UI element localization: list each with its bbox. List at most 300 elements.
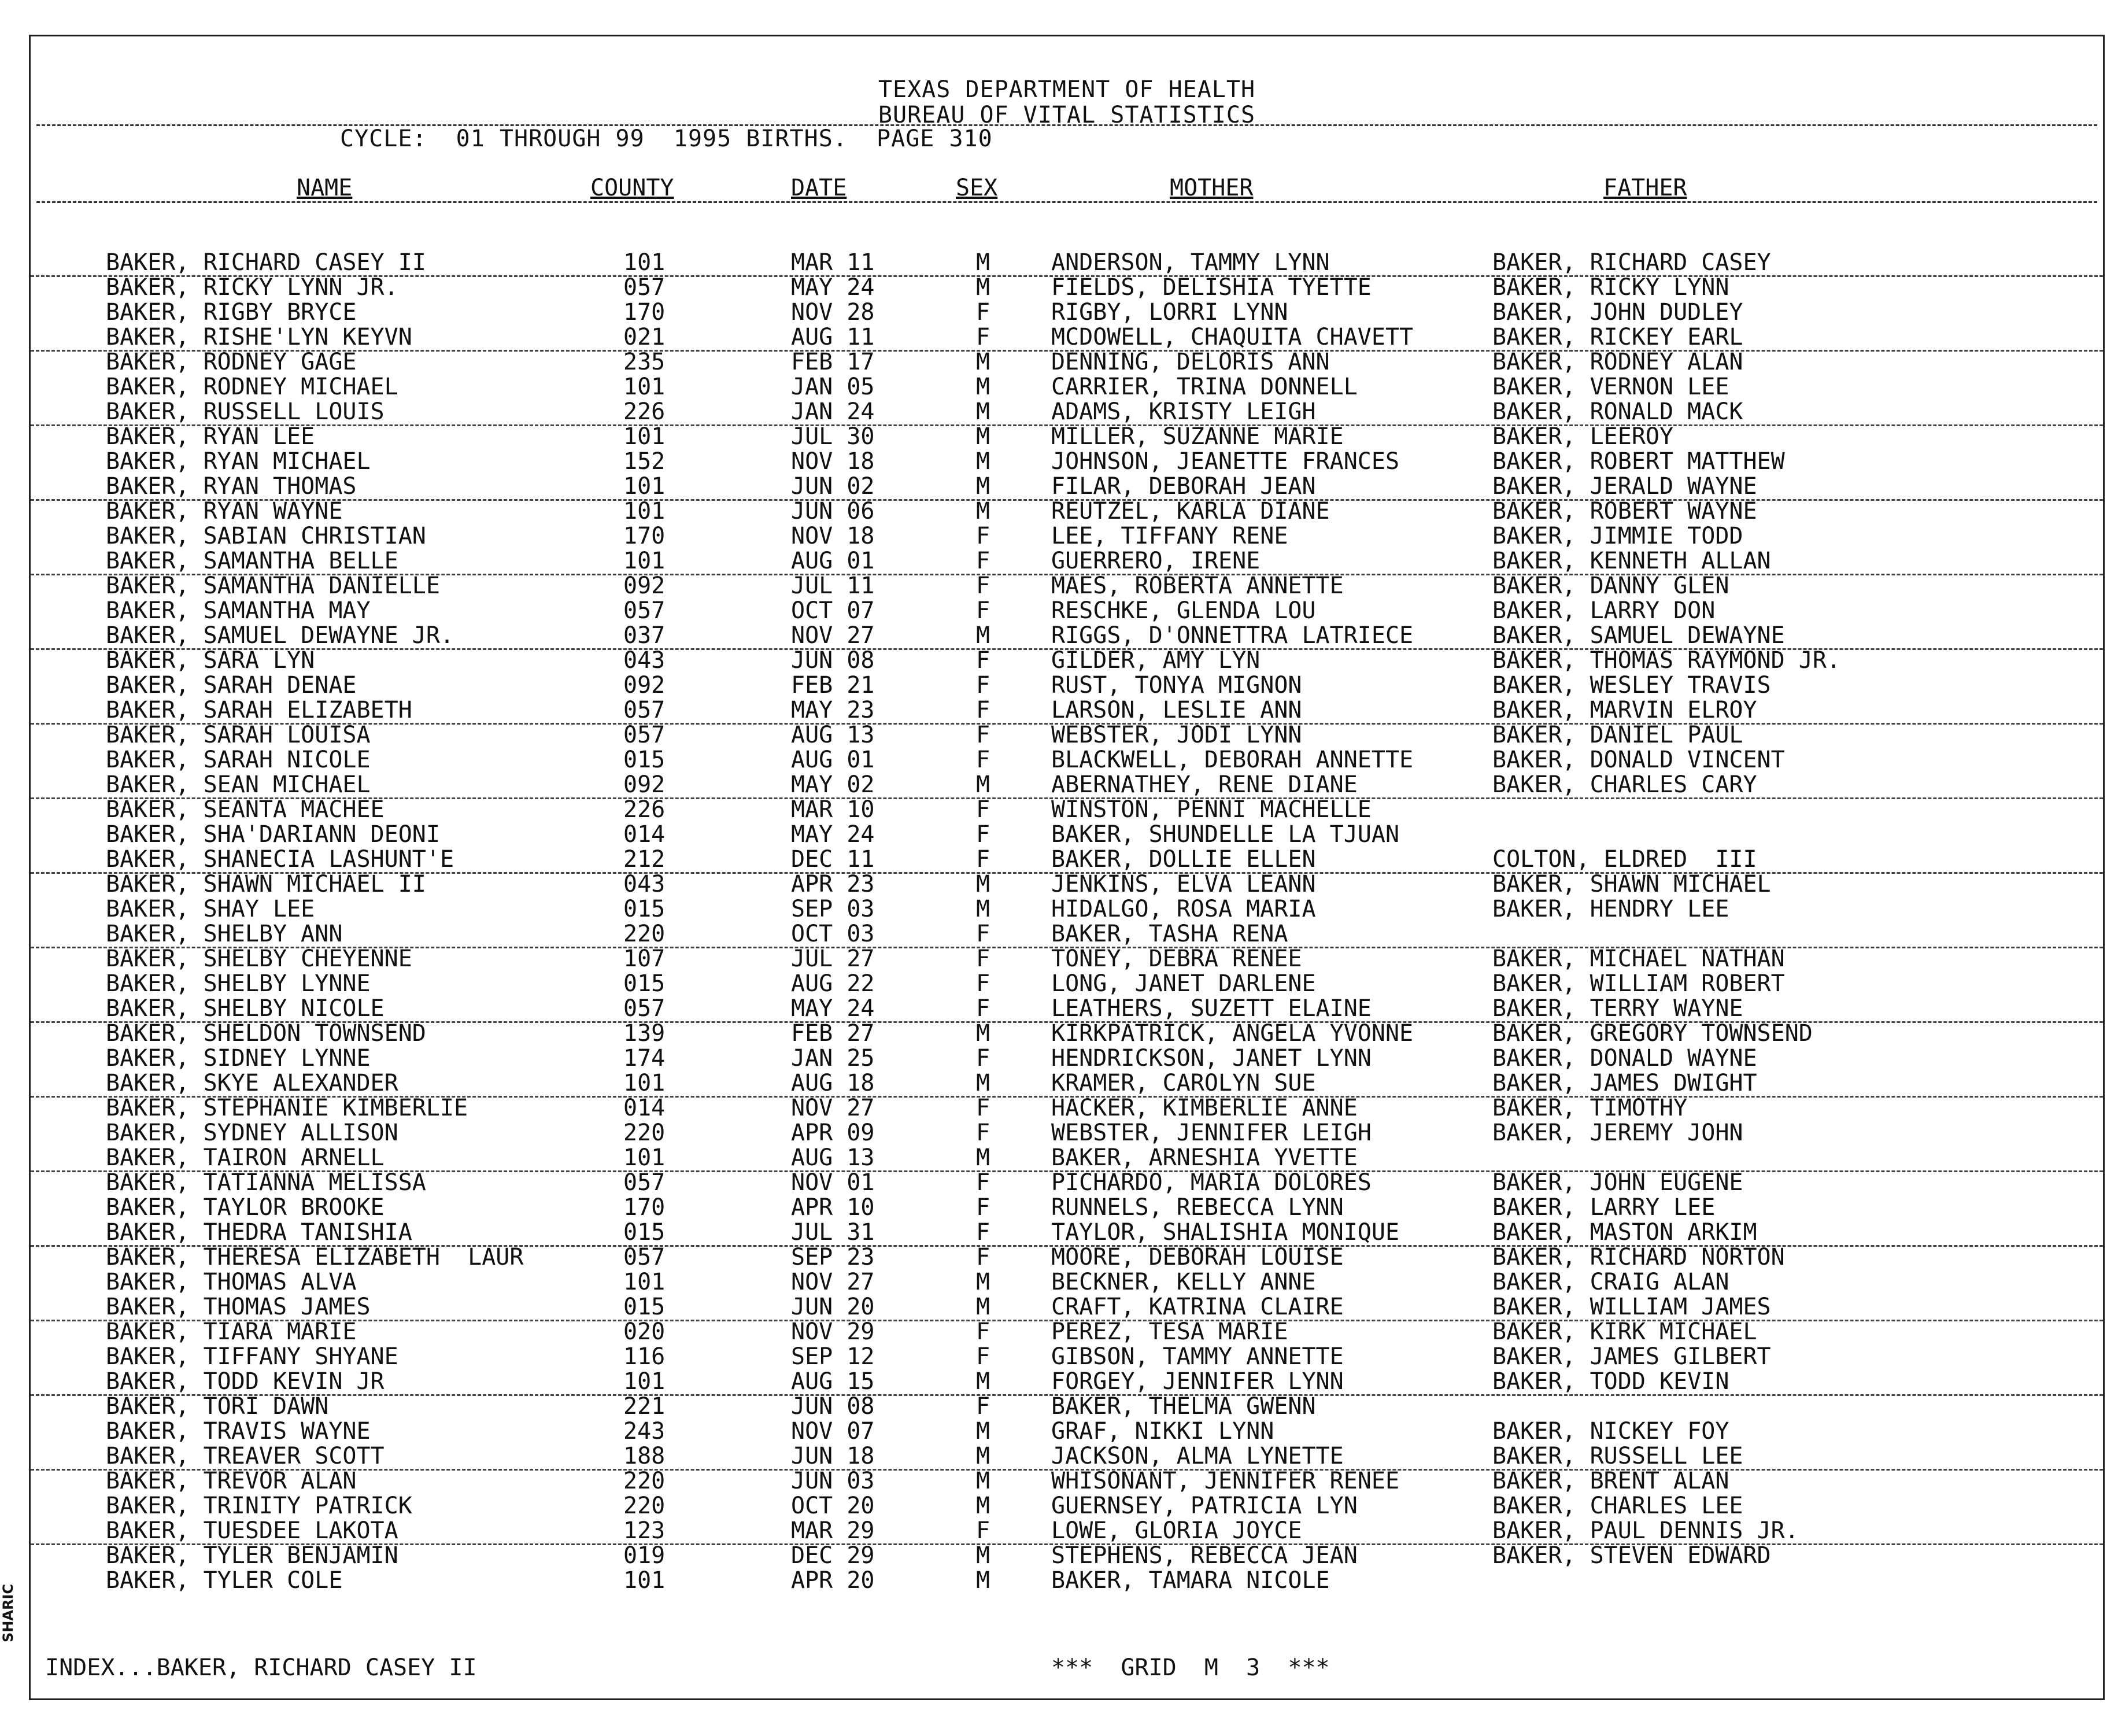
- cell-sex: F: [976, 995, 990, 1022]
- cell-mother: GRAF, NIKKI LYNN: [1051, 1418, 1274, 1445]
- column-header-name: NAME: [297, 175, 353, 201]
- cell-mother: LARSON, LESLIE ANN: [1051, 697, 1302, 723]
- cell-name: BAKER, SAMANTHA DANIELLE: [106, 572, 440, 599]
- cell-county: 015: [623, 970, 666, 997]
- agency-title: TEXAS DEPARTMENT OF HEALTH: [878, 76, 1256, 103]
- grid-footer: *** GRID M 3 ***: [1051, 1654, 1330, 1681]
- cell-mother: RUNNELS, REBECCA LYNN: [1051, 1194, 1344, 1221]
- cell-father: BAKER, RICHARD CASEY: [1492, 249, 1771, 276]
- column-header-rule: [36, 201, 2097, 203]
- column-header-sex: SEX: [956, 175, 998, 201]
- cell-sex: M: [976, 1542, 990, 1569]
- cell-mother: RIGGS, D'ONNETTRA LATRIECE: [1051, 622, 1414, 649]
- cell-mother: ANDERSON, TAMMY LYNN: [1051, 249, 1330, 276]
- cell-name: BAKER, THERESA ELIZABETH LAUR: [106, 1244, 524, 1270]
- cell-date: NOV 27: [791, 1269, 875, 1295]
- table-row: [31, 773, 2103, 799]
- cell-date: JAN 05: [791, 374, 875, 400]
- cell-sex: M: [976, 1144, 990, 1171]
- cell-county: 212: [623, 846, 666, 873]
- cell-father: BAKER, CHARLES CARY: [1492, 771, 1757, 798]
- cell-name: BAKER, TORI DAWN: [106, 1393, 329, 1420]
- table-row: [31, 1195, 2103, 1220]
- table-row: [31, 797, 2103, 822]
- cell-name: BAKER, RYAN LEE: [106, 423, 315, 450]
- cell-father: BAKER, JEREMY JOHN: [1492, 1120, 1743, 1146]
- cell-date: MAY 23: [791, 697, 875, 723]
- cell-county: 014: [623, 821, 666, 848]
- cell-county: 057: [623, 1244, 666, 1270]
- cell-county: 043: [623, 871, 666, 897]
- cell-father: BAKER, BRENT ALAN: [1492, 1468, 1729, 1494]
- cell-date: SEP 12: [791, 1343, 875, 1370]
- table-row: [31, 1419, 2103, 1444]
- cell-mother: JOHNSON, JEANETTE FRANCES: [1051, 448, 1400, 475]
- table-row: [31, 723, 2103, 748]
- cell-sex: F: [976, 523, 990, 549]
- table-row: [31, 1519, 2103, 1545]
- table-row: [31, 623, 2103, 650]
- cell-date: MAY 24: [791, 995, 875, 1022]
- cell-date: JUL 27: [791, 945, 875, 972]
- cell-sex: M: [976, 1294, 990, 1320]
- cell-name: BAKER, TREVOR ALAN: [106, 1468, 357, 1494]
- cell-mother: DENNING, DELORIS ANN: [1051, 349, 1330, 375]
- cell-father: BAKER, PAUL DENNIS JR.: [1492, 1517, 1799, 1544]
- table-row: [31, 424, 2103, 449]
- cell-father: BAKER, MASTON ARKIM: [1492, 1219, 1757, 1246]
- cell-sex: F: [976, 1045, 990, 1072]
- cell-name: BAKER, TRINITY PATRICK: [106, 1493, 412, 1519]
- cell-name: BAKER, SHELBY ANN: [106, 921, 343, 947]
- table-row: [31, 1245, 2103, 1270]
- table-row: [31, 1394, 2103, 1419]
- cell-county: 220: [623, 921, 666, 947]
- cell-mother: GIBSON, TAMMY ANNETTE: [1051, 1343, 1344, 1370]
- cell-county: 220: [623, 1120, 666, 1146]
- cell-county: 015: [623, 747, 666, 773]
- cell-father: BAKER, MARVIN ELROY: [1492, 697, 1757, 723]
- table-row: [31, 1220, 2103, 1247]
- cell-county: 101: [623, 1070, 666, 1096]
- cell-mother: MILLER, SUZANNE MARIE: [1051, 423, 1344, 450]
- cell-sex: F: [976, 846, 990, 873]
- cell-date: MAY 02: [791, 771, 875, 798]
- cell-county: 188: [623, 1443, 666, 1469]
- cell-mother: FORGEY, JENNIFER LYNN: [1051, 1368, 1344, 1395]
- table-row: [31, 822, 2103, 847]
- cell-name: BAKER, SARA LYN: [106, 647, 315, 674]
- cell-county: 101: [623, 423, 666, 450]
- cell-sex: F: [976, 1095, 990, 1121]
- cell-date: AUG 01: [791, 548, 875, 574]
- table-row: [31, 698, 2103, 725]
- cell-mother: KRAMER, CAROLYN SUE: [1051, 1070, 1316, 1096]
- cell-county: 021: [623, 324, 666, 350]
- cell-county: 226: [623, 398, 666, 425]
- cell-name: BAKER, SIDNEY LYNNE: [106, 1045, 371, 1072]
- cell-mother: ABERNATHEY, RENE DIANE: [1051, 771, 1358, 798]
- cell-date: NOV 27: [791, 1095, 875, 1121]
- cell-mother: BAKER, THELMA GWENN: [1051, 1393, 1316, 1420]
- cell-date: OCT 03: [791, 921, 875, 947]
- column-header-date: DATE: [791, 175, 847, 201]
- cell-sex: M: [976, 771, 990, 798]
- cell-name: BAKER, RYAN MICHAEL: [106, 448, 371, 475]
- cell-mother: LOWE, GLORIA JOYCE: [1051, 1517, 1302, 1544]
- cell-date: AUG 18: [791, 1070, 875, 1096]
- cell-date: JUL 30: [791, 423, 875, 450]
- table-row: [31, 1146, 2103, 1172]
- cell-father: BAKER, JOHN DUDLEY: [1492, 299, 1743, 326]
- table-row: [31, 1444, 2103, 1471]
- cell-date: NOV 18: [791, 523, 875, 549]
- table-row: [31, 947, 2103, 972]
- cell-mother: TAYLOR, SHALISHIA MONIQUE: [1051, 1219, 1400, 1246]
- table-row: [31, 549, 2103, 575]
- cell-father: BAKER, TERRY WAYNE: [1492, 995, 1743, 1022]
- table-row: [31, 250, 2103, 277]
- cell-county: 057: [623, 697, 666, 723]
- cell-father: BAKER, RONALD MACK: [1492, 398, 1743, 425]
- table-row: [31, 1270, 2103, 1295]
- cell-county: 057: [623, 597, 666, 624]
- cell-mother: TONEY, DEBRA RENEE: [1051, 945, 1302, 972]
- cell-date: JUL 11: [791, 572, 875, 599]
- cell-date: JUN 06: [791, 498, 875, 525]
- cell-date: FEB 17: [791, 349, 875, 375]
- cell-county: 101: [623, 548, 666, 574]
- cell-mother: PICHARDO, MARIA DOLORES: [1051, 1169, 1372, 1196]
- cell-father: BAKER, NICKEY FOY: [1492, 1418, 1729, 1445]
- table-row: [31, 1295, 2103, 1321]
- cell-mother: GUERNSEY, PATRICIA LYN: [1051, 1493, 1358, 1519]
- table-row: [31, 350, 2103, 375]
- cell-name: BAKER, SHELDON TOWNSEND: [106, 1020, 426, 1047]
- cell-mother: PEREZ, TESA MARIE: [1051, 1318, 1288, 1345]
- cell-name: BAKER, THEDRA TANISHIA: [106, 1219, 412, 1246]
- cell-date: NOV 28: [791, 299, 875, 326]
- cell-mother: RESCHKE, GLENDA LOU: [1051, 597, 1316, 624]
- cell-mother: WHISONANT, JENNIFER RENEE: [1051, 1468, 1400, 1494]
- cell-county: 015: [623, 896, 666, 922]
- cell-sex: M: [976, 1443, 990, 1469]
- cell-mother: BAKER, TASHA RENA: [1051, 921, 1288, 947]
- cell-date: MAR 29: [791, 1517, 875, 1544]
- index-footer: INDEX...BAKER, RICHARD CASEY II: [45, 1654, 477, 1681]
- cell-sex: F: [976, 1244, 990, 1270]
- table-row: [31, 1320, 2103, 1345]
- cell-mother: LEE, TIFFANY RENE: [1051, 523, 1288, 549]
- cell-date: AUG 22: [791, 970, 875, 997]
- cell-county: 170: [623, 523, 666, 549]
- cell-county: 226: [623, 796, 666, 823]
- cell-mother: BAKER, SHUNDELLE LA TJUAN: [1051, 821, 1400, 848]
- cell-father: BAKER, ROBERT WAYNE: [1492, 498, 1757, 525]
- cell-county: 243: [623, 1418, 666, 1445]
- cell-name: BAKER, SARAH NICOLE: [106, 747, 371, 773]
- cell-name: BAKER, SYDNEY ALLISON: [106, 1120, 398, 1146]
- cell-father: BAKER, LEEROY: [1492, 423, 1674, 450]
- cell-date: JUN 08: [791, 1393, 875, 1420]
- cell-county: 235: [623, 349, 666, 375]
- cell-father: BAKER, JAMES DWIGHT: [1492, 1070, 1757, 1096]
- bureau-title: BUREAU OF VITAL STATISTICS: [878, 102, 1256, 128]
- cell-county: 037: [623, 622, 666, 649]
- table-row: [31, 922, 2103, 948]
- table-row: [31, 375, 2103, 400]
- cell-name: BAKER, TODD KEVIN JR: [106, 1368, 385, 1395]
- table-row: [31, 872, 2103, 897]
- cell-sex: F: [976, 1120, 990, 1146]
- cell-county: 092: [623, 771, 666, 798]
- cell-county: 221: [623, 1393, 666, 1420]
- cell-sex: F: [976, 747, 990, 773]
- cell-date: OCT 20: [791, 1493, 875, 1519]
- cell-sex: F: [976, 1517, 990, 1544]
- cell-sex: F: [976, 970, 990, 997]
- cell-county: 101: [623, 1269, 666, 1295]
- cell-date: JUN 18: [791, 1443, 875, 1469]
- cell-county: 057: [623, 1169, 666, 1196]
- cell-father: BAKER, WILLIAM JAMES: [1492, 1294, 1771, 1320]
- column-header-father: FATHER: [1603, 175, 1687, 201]
- cell-name: BAKER, SAMANTHA MAY: [106, 597, 371, 624]
- cell-mother: WEBSTER, JODI LYNN: [1051, 722, 1302, 748]
- table-row: [31, 1021, 2103, 1046]
- cell-date: SEP 23: [791, 1244, 875, 1270]
- cell-name: BAKER, RICHARD CASEY II: [106, 249, 426, 276]
- cell-father: BAKER, LARRY LEE: [1492, 1194, 1716, 1221]
- cell-father: BAKER, DONALD WAYNE: [1492, 1045, 1757, 1072]
- cell-father: BAKER, DONALD VINCENT: [1492, 747, 1785, 773]
- cell-date: NOV 18: [791, 448, 875, 475]
- cell-county: 170: [623, 299, 666, 326]
- cell-mother: BAKER, DOLLIE ELLEN: [1051, 846, 1316, 873]
- cell-name: BAKER, THOMAS JAMES: [106, 1294, 371, 1320]
- table-row: [31, 1494, 2103, 1519]
- table-row: [31, 499, 2103, 524]
- cell-father: BAKER, VERNON LEE: [1492, 374, 1729, 400]
- cell-sex: M: [976, 1368, 990, 1395]
- cell-father: BAKER, RICKY LYNN: [1492, 274, 1729, 301]
- cell-father: BAKER, JIMMIE TODD: [1492, 523, 1743, 549]
- table-row: [31, 972, 2103, 996]
- cell-date: AUG 15: [791, 1368, 875, 1395]
- column-header-county: COUNTY: [590, 175, 674, 201]
- cell-name: BAKER, TAIRON ARNELL: [106, 1144, 385, 1171]
- cell-county: 101: [623, 473, 666, 500]
- cell-sex: F: [976, 945, 990, 972]
- cell-sex: F: [976, 1318, 990, 1345]
- cell-father: BAKER, RICKEY EARL: [1492, 324, 1743, 350]
- cell-county: 152: [623, 448, 666, 475]
- cell-county: 043: [623, 647, 666, 674]
- cell-date: JAN 24: [791, 398, 875, 425]
- cell-sex: M: [976, 423, 990, 450]
- cell-name: BAKER, TAYLOR BROOKE: [106, 1194, 385, 1221]
- cell-date: FEB 21: [791, 672, 875, 699]
- table-row: [31, 1071, 2103, 1098]
- cell-county: 057: [623, 274, 666, 301]
- cell-sex: M: [976, 349, 990, 375]
- cell-mother: BAKER, TAMARA NICOLE: [1051, 1567, 1330, 1594]
- cell-mother: WEBSTER, JENNIFER LEIGH: [1051, 1120, 1372, 1146]
- cell-name: BAKER, TATIANNA MELISSA: [106, 1169, 426, 1196]
- cell-name: BAKER, RIGBY BRYCE: [106, 299, 357, 326]
- table-row: [31, 897, 2103, 922]
- cell-sex: F: [976, 299, 990, 326]
- cell-sex: M: [976, 398, 990, 425]
- cell-mother: STEPHENS, REBECCA JEAN: [1051, 1542, 1358, 1569]
- cell-mother: CRAFT, KATRINA CLAIRE: [1051, 1294, 1344, 1320]
- cell-father: BAKER, SAMUEL DEWAYNE: [1492, 622, 1785, 649]
- table-row: [31, 1543, 2103, 1568]
- cell-county: 174: [623, 1045, 666, 1072]
- cell-name: BAKER, TRAVIS WAYNE: [106, 1418, 371, 1445]
- table-row: [31, 300, 2103, 325]
- cell-sex: F: [976, 722, 990, 748]
- cell-county: 139: [623, 1020, 666, 1047]
- table-row: [31, 1046, 2103, 1071]
- cell-county: 170: [623, 1194, 666, 1221]
- cell-mother: WINSTON, PENNI MACHELLE: [1051, 796, 1372, 823]
- cell-date: AUG 11: [791, 324, 875, 350]
- cell-date: AUG 13: [791, 722, 875, 748]
- cell-date: OCT 07: [791, 597, 875, 624]
- cell-date: APR 09: [791, 1120, 875, 1146]
- cell-father: BAKER, JERALD WAYNE: [1492, 473, 1757, 500]
- table-row: [31, 449, 2103, 474]
- table-row: [31, 599, 2103, 623]
- table-row: [31, 748, 2103, 773]
- cell-county: 092: [623, 572, 666, 599]
- cell-sex: F: [976, 1393, 990, 1420]
- cell-father: BAKER, HENDRY LEE: [1492, 896, 1729, 922]
- cell-father: BAKER, TODD KEVIN: [1492, 1368, 1729, 1395]
- cell-sex: M: [976, 498, 990, 525]
- table-row: [31, 1469, 2103, 1494]
- cell-name: BAKER, RICKY LYNN JR.: [106, 274, 398, 301]
- cell-date: DEC 29: [791, 1542, 875, 1569]
- cell-father: BAKER, ROBERT MATTHEW: [1492, 448, 1785, 475]
- cell-sex: M: [976, 473, 990, 500]
- cell-father: BAKER, SHAWN MICHAEL: [1492, 871, 1771, 897]
- cell-father: BAKER, RUSSELL LEE: [1492, 1443, 1743, 1469]
- cell-county: 101: [623, 374, 666, 400]
- cell-sex: F: [976, 572, 990, 599]
- cell-mother: HACKER, KIMBERLIE ANNE: [1051, 1095, 1358, 1121]
- cell-father: BAKER, GREGORY TOWNSEND: [1492, 1020, 1813, 1047]
- cell-father: BAKER, KENNETH ALLAN: [1492, 548, 1771, 574]
- cell-father: BAKER, DANIEL PAUL: [1492, 722, 1743, 748]
- cell-sex: M: [976, 1269, 990, 1295]
- cell-father: BAKER, WILLIAM ROBERT: [1492, 970, 1785, 997]
- cell-sex: F: [976, 1343, 990, 1370]
- cell-father: BAKER, DANNY GLEN: [1492, 572, 1729, 599]
- cell-name: BAKER, TIFFANY SHYANE: [106, 1343, 398, 1370]
- cell-sex: F: [976, 647, 990, 674]
- cell-sex: F: [976, 324, 990, 350]
- cell-date: AUG 13: [791, 1144, 875, 1171]
- cell-father: BAKER, STEVEN EDWARD: [1492, 1542, 1771, 1569]
- cell-name: BAKER, SEAN MICHAEL: [106, 771, 371, 798]
- table-row: [31, 474, 2103, 501]
- cell-mother: LEATHERS, SUZETT ELAINE: [1051, 995, 1372, 1022]
- cell-sex: M: [976, 274, 990, 301]
- table-row: [31, 1369, 2103, 1396]
- cell-county: 116: [623, 1343, 666, 1370]
- cell-name: BAKER, SHANECIA LASHUNT'E: [106, 846, 454, 873]
- cell-date: DEC 11: [791, 846, 875, 873]
- table-row: [31, 1345, 2103, 1369]
- cell-name: BAKER, RISHE'LYN KEYVN: [106, 324, 412, 350]
- table-row: [31, 400, 2103, 426]
- cell-sex: F: [976, 1169, 990, 1196]
- cell-mother: RIGBY, LORRI LYNN: [1051, 299, 1288, 326]
- cell-county: 101: [623, 1567, 666, 1594]
- table-row: [31, 1568, 2103, 1593]
- cell-date: NOV 07: [791, 1418, 875, 1445]
- cell-sex: M: [976, 1418, 990, 1445]
- cell-county: 123: [623, 1517, 666, 1544]
- cell-county: 015: [623, 1219, 666, 1246]
- cell-mother: MAES, ROBERTA ANNETTE: [1051, 572, 1344, 599]
- cell-date: NOV 27: [791, 622, 875, 649]
- cell-name: BAKER, SARAH DENAE: [106, 672, 357, 699]
- cell-sex: F: [976, 796, 990, 823]
- cell-county: 014: [623, 1095, 666, 1121]
- cell-sex: F: [976, 821, 990, 848]
- cell-sex: F: [976, 1219, 990, 1246]
- cell-name: BAKER, THOMAS ALVA: [106, 1269, 357, 1295]
- cell-name: BAKER, RYAN THOMAS: [106, 473, 357, 500]
- cell-name: BAKER, RUSSELL LOUIS: [106, 398, 385, 425]
- cell-mother: JENKINS, ELVA LEANN: [1051, 871, 1316, 897]
- side-mark: SHARIC: [0, 1584, 16, 1642]
- cell-county: 057: [623, 995, 666, 1022]
- cell-mother: FIELDS, DELISHIA TYETTE: [1051, 274, 1372, 301]
- table-row: [31, 524, 2103, 549]
- cell-date: NOV 29: [791, 1318, 875, 1345]
- cell-name: BAKER, RODNEY GAGE: [106, 349, 357, 375]
- cell-date: MAR 11: [791, 249, 875, 276]
- cell-father: BAKER, LARRY DON: [1492, 597, 1716, 624]
- cell-mother: GILDER, AMY LYN: [1051, 647, 1261, 674]
- cell-sex: M: [976, 1493, 990, 1519]
- cell-mother: JACKSON, ALMA LYNETTE: [1051, 1443, 1344, 1469]
- cell-county: 220: [623, 1468, 666, 1494]
- cell-sex: M: [976, 448, 990, 475]
- cell-mother: CARRIER, TRINA DONNELL: [1051, 374, 1358, 400]
- cell-name: BAKER, TIARA MARIE: [106, 1318, 357, 1345]
- cell-name: BAKER, STEPHANIE KIMBERLIE: [106, 1095, 468, 1121]
- cell-name: BAKER, SARAH LOUISA: [106, 722, 371, 748]
- table-row: [31, 1096, 2103, 1121]
- cell-mother: LONG, JANET DARLENE: [1051, 970, 1316, 997]
- cell-date: JUL 31: [791, 1219, 875, 1246]
- cell-date: MAR 10: [791, 796, 875, 823]
- cell-father: BAKER, MICHAEL NATHAN: [1492, 945, 1785, 972]
- cell-sex: F: [976, 597, 990, 624]
- cell-county: 019: [623, 1542, 666, 1569]
- cell-name: BAKER, SHELBY CHEYENNE: [106, 945, 412, 972]
- cell-date: JUN 02: [791, 473, 875, 500]
- cell-father: BAKER, THOMAS RAYMOND JR.: [1492, 647, 1841, 674]
- cell-date: FEB 27: [791, 1020, 875, 1047]
- cell-name: BAKER, RODNEY MICHAEL: [106, 374, 398, 400]
- cell-date: APR 20: [791, 1567, 875, 1594]
